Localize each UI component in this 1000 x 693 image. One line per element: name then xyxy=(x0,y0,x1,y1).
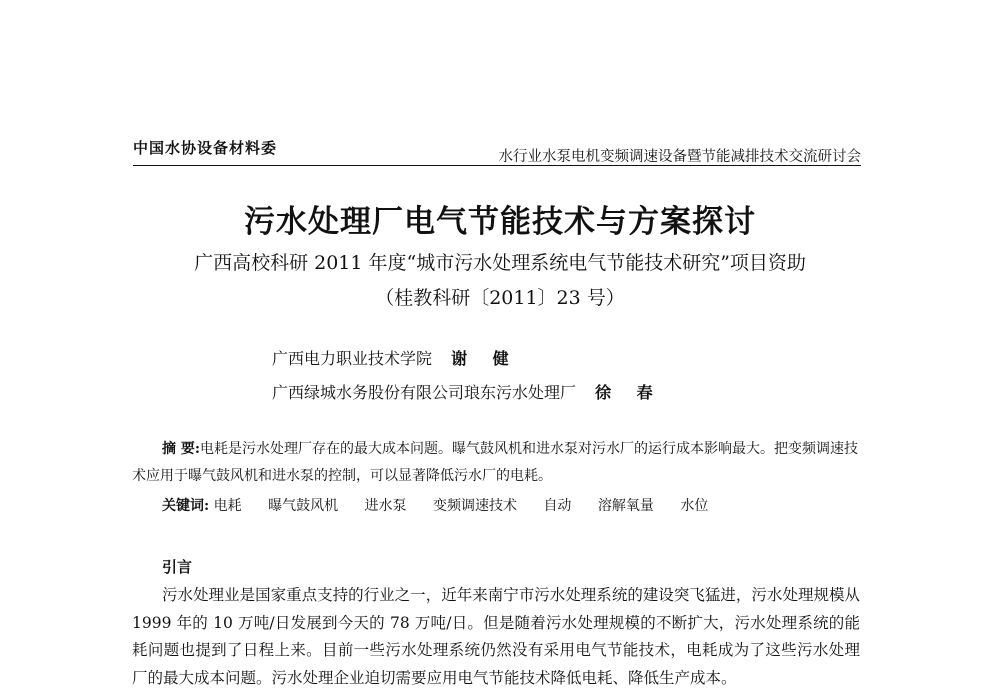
abstract xyxy=(132,436,860,490)
author-name: 徐 春 xyxy=(595,383,663,402)
author-line xyxy=(272,346,519,369)
header-organization: 中国水协设备材料委 xyxy=(133,139,278,157)
abstract-label: 摘 要: xyxy=(162,441,201,457)
funding-note-line2: （桂教科研〔2011〕23 号） xyxy=(375,287,625,309)
keyword: 自动 xyxy=(543,498,572,514)
author-affiliation: 广西绿城水务股份有限公司琅东污水处理厂 xyxy=(272,383,577,402)
body-paragraph: 污水处理业是国家重点支持的行业之一，近年来南宁市污水处理系统的建设突飞猛进，污水处理规模从 1999 年的 10 万吨/日发展到今天的 78 万吨/日。但是随着污水处理规模的不断扩大，污水处理系统的能耗问题也提到了日程上来。目前一些污水处理系统仍然没有采用电气节能技术，电耗成为了这些污水处理厂的最大成本问题。污水处理企业迫切需要应用电气节能技术降低电耗、降低生产成本。 xyxy=(132,586,860,687)
keywords-label: 关键词: xyxy=(162,498,210,514)
abstract-text: 电耗是污水处理厂存在的最大成本问题。曝气鼓风机和进水泵对污水厂的运行成本影响最大。把变频调速技术应用于曝气鼓风机和进水泵的控制，可以显著降低污水厂的电耗。 xyxy=(132,441,859,484)
author-name: 谢 健 xyxy=(451,349,519,368)
header-rule xyxy=(133,165,861,166)
keyword: 进水泵 xyxy=(364,498,407,514)
funding-note-line1: 广西高校科研 2011 年度“城市污水处理系统电气节能技术研究”项目资助 xyxy=(194,252,806,274)
running-header xyxy=(133,135,861,169)
keyword: 溶解氧量 xyxy=(597,498,654,514)
keyword: 曝气鼓风机 xyxy=(268,498,339,514)
keywords xyxy=(162,495,730,515)
section-heading: 引言 xyxy=(162,558,193,576)
header-conference-title: 水行业水泵电机变频调速设备暨节能减排技术交流研讨会 xyxy=(498,149,861,165)
keyword: 变频调速技术 xyxy=(432,498,517,514)
keyword: 水位 xyxy=(680,498,709,514)
paper-title: 污水处理厂电气节能技术与方案探讨 xyxy=(244,204,756,240)
keyword: 电耗 xyxy=(213,498,242,514)
author-affiliation: 广西电力职业技术学院 xyxy=(272,349,433,368)
author-line xyxy=(272,380,663,403)
